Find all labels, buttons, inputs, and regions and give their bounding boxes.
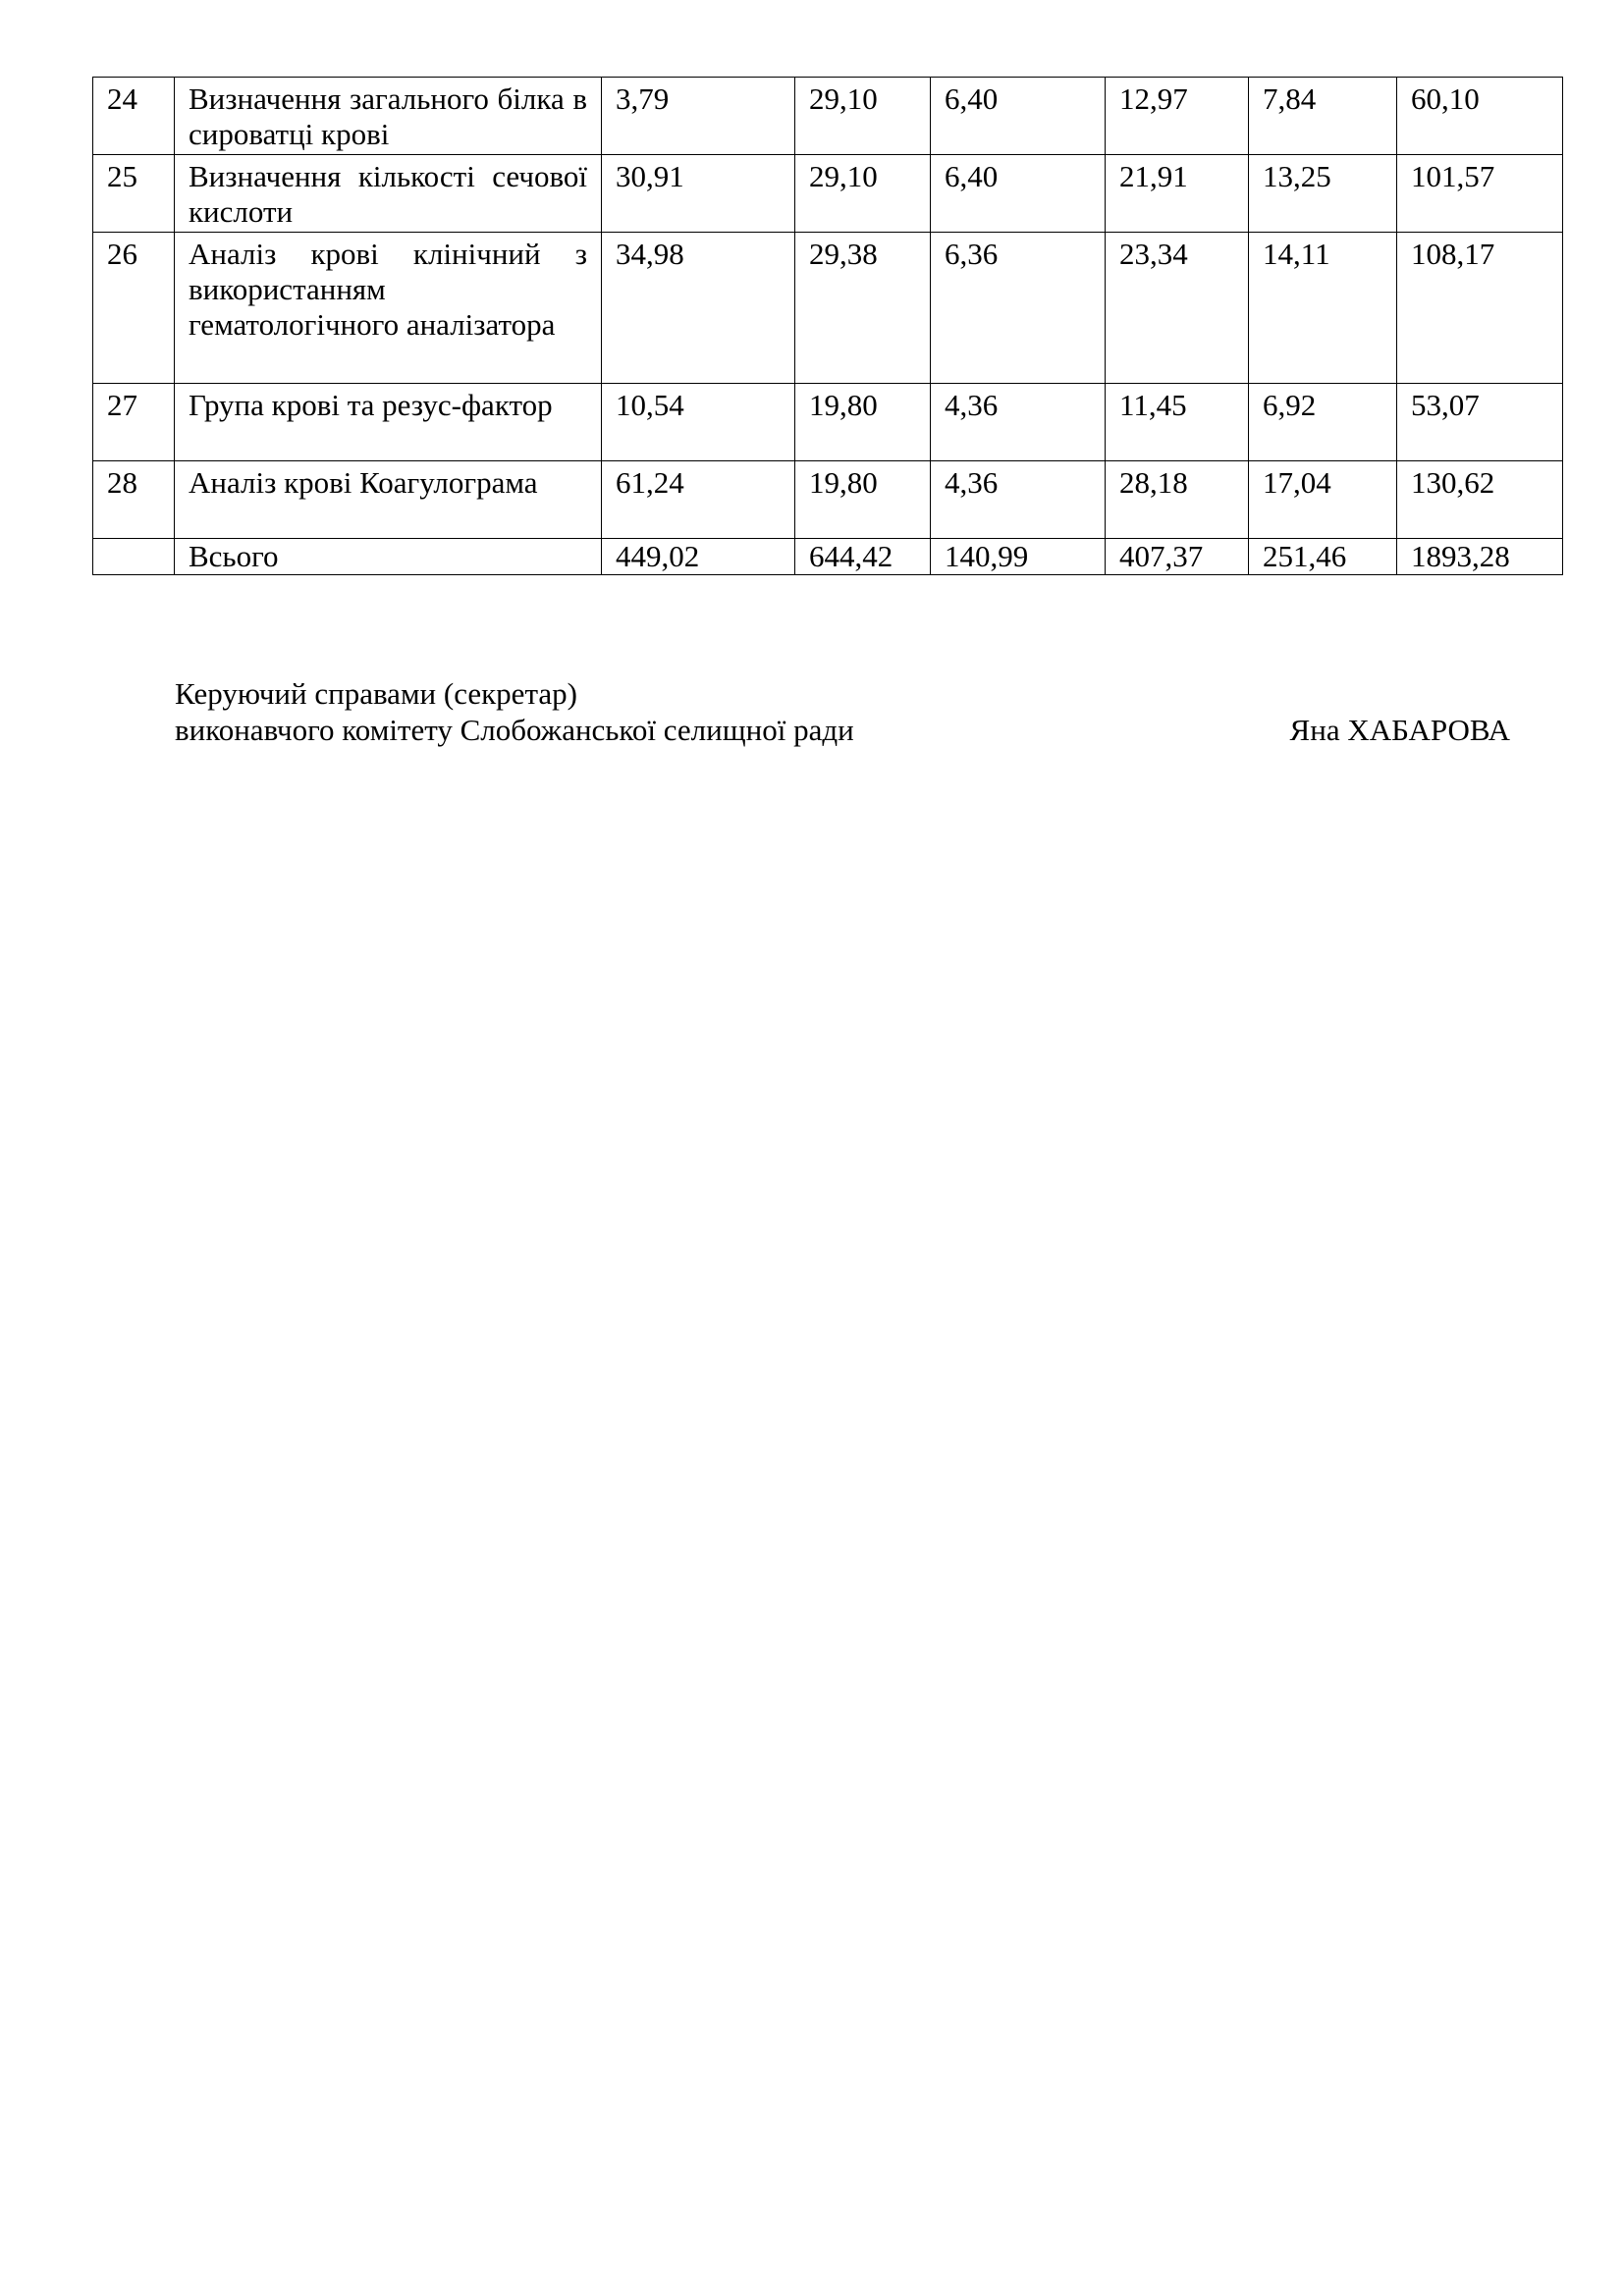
row-number: 25 <box>93 155 175 233</box>
row-number: 28 <box>93 461 175 539</box>
total-price-cell: 60,10 <box>1397 78 1563 155</box>
table-row <box>93 78 1563 155</box>
price-table <box>92 77 1563 575</box>
signer-position-line1: Керуючий справами (секретар) <box>175 676 577 711</box>
value-cell: 12,97 <box>1106 78 1249 155</box>
table-row <box>93 461 1563 539</box>
signature-block <box>175 675 1510 748</box>
service-name: Визначення загального білка в сироватці крові <box>175 78 602 155</box>
value-cell: 29,10 <box>795 155 931 233</box>
signer-name: Яна ХАБАРОВА <box>1289 713 1510 747</box>
value-cell: 4,36 <box>931 384 1106 461</box>
row-number: 26 <box>93 233 175 384</box>
value-cell: 644,42 <box>795 539 931 575</box>
service-name: Визначення кількості сечової кислоти <box>175 155 602 233</box>
value-cell: 6,40 <box>931 155 1106 233</box>
value-cell: 449,02 <box>602 539 795 575</box>
value-cell: 19,80 <box>795 384 931 461</box>
value-cell: 30,91 <box>602 155 795 233</box>
value-cell: 140,99 <box>931 539 1106 575</box>
total-price-cell: 108,17 <box>1397 233 1563 384</box>
grand-total-cell: 1893,28 <box>1397 539 1563 575</box>
row-number: 27 <box>93 384 175 461</box>
value-cell: 29,10 <box>795 78 931 155</box>
value-cell: 3,79 <box>602 78 795 155</box>
table-row <box>93 384 1563 461</box>
total-price-cell: 130,62 <box>1397 461 1563 539</box>
value-cell: 407,37 <box>1106 539 1249 575</box>
signer-position-line2: виконавчого комітету Слобожанської селищної ради <box>175 713 854 747</box>
value-cell: 29,38 <box>795 233 931 384</box>
value-cell: 14,11 <box>1249 233 1397 384</box>
service-name: Аналіз крові Коагулограма <box>175 461 602 539</box>
value-cell: 13,25 <box>1249 155 1397 233</box>
value-cell: 6,40 <box>931 78 1106 155</box>
row-number <box>93 539 175 575</box>
value-cell: 17,04 <box>1249 461 1397 539</box>
total-price-cell: 53,07 <box>1397 384 1563 461</box>
service-name: Аналіз крові клінічний з використанням гематологічного аналізатора <box>175 233 602 384</box>
value-cell: 6,36 <box>931 233 1106 384</box>
value-cell: 7,84 <box>1249 78 1397 155</box>
value-cell: 34,98 <box>602 233 795 384</box>
value-cell: 61,24 <box>602 461 795 539</box>
value-cell: 6,92 <box>1249 384 1397 461</box>
table-row <box>93 155 1563 233</box>
row-number: 24 <box>93 78 175 155</box>
table-row <box>93 233 1563 384</box>
total-label: Всього <box>175 539 602 575</box>
total-price-cell: 101,57 <box>1397 155 1563 233</box>
service-name: Група крові та резус-фактор <box>175 384 602 461</box>
value-cell: 251,46 <box>1249 539 1397 575</box>
signature-line <box>175 712 1510 748</box>
value-cell: 28,18 <box>1106 461 1249 539</box>
value-cell: 10,54 <box>602 384 795 461</box>
value-cell: 4,36 <box>931 461 1106 539</box>
value-cell: 19,80 <box>795 461 931 539</box>
value-cell: 23,34 <box>1106 233 1249 384</box>
total-row <box>93 539 1563 575</box>
value-cell: 11,45 <box>1106 384 1249 461</box>
value-cell: 21,91 <box>1106 155 1249 233</box>
